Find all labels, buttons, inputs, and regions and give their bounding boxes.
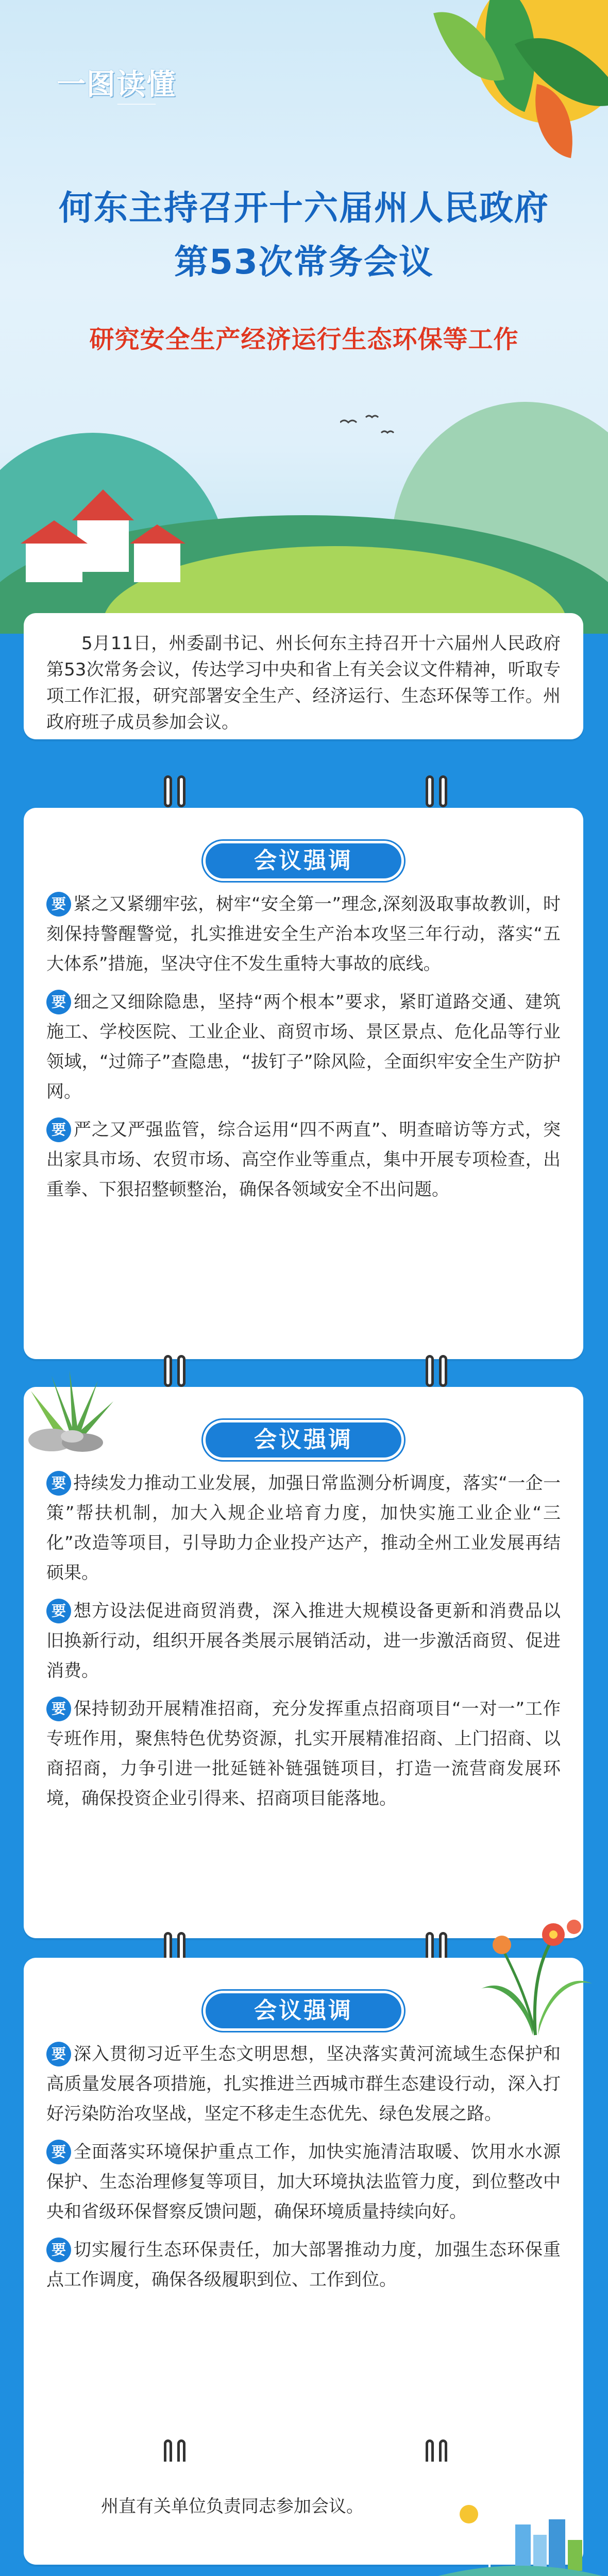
- ring-icon: [177, 775, 185, 807]
- section-item: [46, 889, 561, 979]
- section-item: [46, 2235, 561, 2295]
- page-title-line2: 第53次常务会议: [174, 242, 434, 282]
- section-heading: 会议强调: [203, 1420, 404, 1460]
- closing-text: 州直有关单位负责同志参加会议。: [101, 2496, 364, 2517]
- section-item-text: 持续发力推动工业发展，加强日常监测分析调度，落实“一企一策”帮扶机制，加大入规企业培育力度，加快实施工业企业“三化”改造等项目，引导助力企业投产达产，推动全州工业发展再结硕果。: [46, 1473, 561, 1583]
- ring-binder: [0, 775, 608, 806]
- badge-icon: 要: [46, 892, 71, 917]
- section-item: [46, 987, 561, 1107]
- ring-icon: [426, 1355, 434, 1387]
- badge-icon: 要: [46, 2238, 71, 2262]
- section-card-1: [24, 808, 583, 1359]
- section-item-text: 深入贯彻习近平生态文明思想，坚决落实黄河流域生态保护和高质量发展各项措施，扎实推进兰西城市群生态建设行动，深入打好污染防治攻坚战，坚定不移走生态优先、绿色发展之路。: [46, 2044, 561, 2124]
- badge-icon: 要: [46, 1697, 71, 1721]
- section-item-text: 保持韧劲开展精准招商，充分发挥重点招商项目“一对一”工作专班作用，聚焦特色优势资源，扎实开展精准招商、上门招商、以商招商，力争引进一批延链补链强链项目，打造一流营商发展环境，确保投资企业引得来、招商项目能落地。: [46, 1699, 561, 1809]
- intro-text: 5月11日，州委副书记、州长何东主持召开十六届州人民政府第53次常务会议，传达学习中央和省上有关会议文件精神，听取专项工作汇报，研究部署安全生产、经济运行、生态环保等工作。州政府班子成员参加会议。: [46, 633, 561, 733]
- section-item: [46, 2137, 561, 2227]
- section-item-text: 细之又细除隐患，坚持“两个根本”要求，紧盯道路交通、建筑施工、学校医院、工业企业、商贸市场、景区景点、危化品等行业领域，“过筛子”查隐患，“拔钉子”除风险，全面织牢安全生产防护网。: [46, 992, 561, 1102]
- grass-stones-icon: [21, 1370, 119, 1453]
- ring-icon: [164, 775, 172, 807]
- logo-underline-icon: [52, 103, 222, 113]
- ring-icon: [439, 1355, 447, 1387]
- ring-icon: [164, 1355, 172, 1387]
- page-title-line1: 何东主持召开十六届州人民政府: [59, 188, 549, 228]
- flower-plant-icon: [476, 1906, 595, 2040]
- section-item-text: 全面落实环境保护重点工作，加快实施清洁取暖、饮用水水源保护、生态治理修复等项目，加大环境执法监管力度，到位整改中央和省级环保督察反馈问题，确保环境质量持续向好。: [46, 2142, 561, 2222]
- badge-icon: 要: [46, 1471, 71, 1496]
- header-banner: [0, 0, 608, 634]
- houses-icon: [15, 484, 191, 587]
- section-item: [46, 1115, 561, 1205]
- section-card-2: [24, 1387, 583, 1938]
- city-turbine-icon: [438, 2494, 603, 2576]
- section-item: [46, 1596, 561, 1686]
- badge-icon: 要: [46, 2140, 71, 2164]
- ring-icon: [426, 775, 434, 807]
- badge-icon: 要: [46, 2042, 71, 2066]
- section-item-text: 想方设法促进商贸消费，深入推进大规模设备更新和消费品以旧换新行动，组织开展各类展示展销活动，进一步激活商贸、促进消费。: [46, 1601, 561, 1681]
- section-item: [46, 1694, 561, 1814]
- page-subtitle: 研究安全生产经济运行生态环保等工作: [89, 325, 519, 354]
- section-item-text: 紧之又紧绷牢弦，树牢“安全第一”理念,深刻汲取事故教训，时刻保持警醒警觉，扎实推进安全生产治本攻坚三年行动，落实“五大体系”措施，坚决守住不发生重特大事故的底线。: [46, 894, 561, 974]
- logo-text: 一图读懂: [57, 67, 176, 101]
- badge-icon: 要: [46, 990, 71, 1014]
- section-item: [46, 1468, 561, 1588]
- badge-icon: 要: [46, 1117, 71, 1142]
- ring-icon: [177, 1355, 185, 1387]
- section-item-text: 严之又严强监管，综合运用“四不两直”、明查暗访等方式，突出家具市场、农贸市场、高空作业等重点，集中开展专项检查，出重拳、下狠招整顿整治，确保各领域安全不出问题。: [46, 1120, 561, 1200]
- section-item-text: 切实履行生态环保责任，加大部署推动力度，加强生态环保重点工作调度，确保各级履职到位、工作到位。: [46, 2240, 561, 2290]
- ring-icon: [439, 775, 447, 807]
- badge-icon: 要: [46, 1599, 71, 1623]
- section-heading: 会议强调: [203, 841, 404, 881]
- intro-card: [24, 613, 583, 739]
- birds-icon: [340, 412, 402, 443]
- section-heading: 会议强调: [203, 1991, 404, 2031]
- section-item: [46, 2039, 561, 2129]
